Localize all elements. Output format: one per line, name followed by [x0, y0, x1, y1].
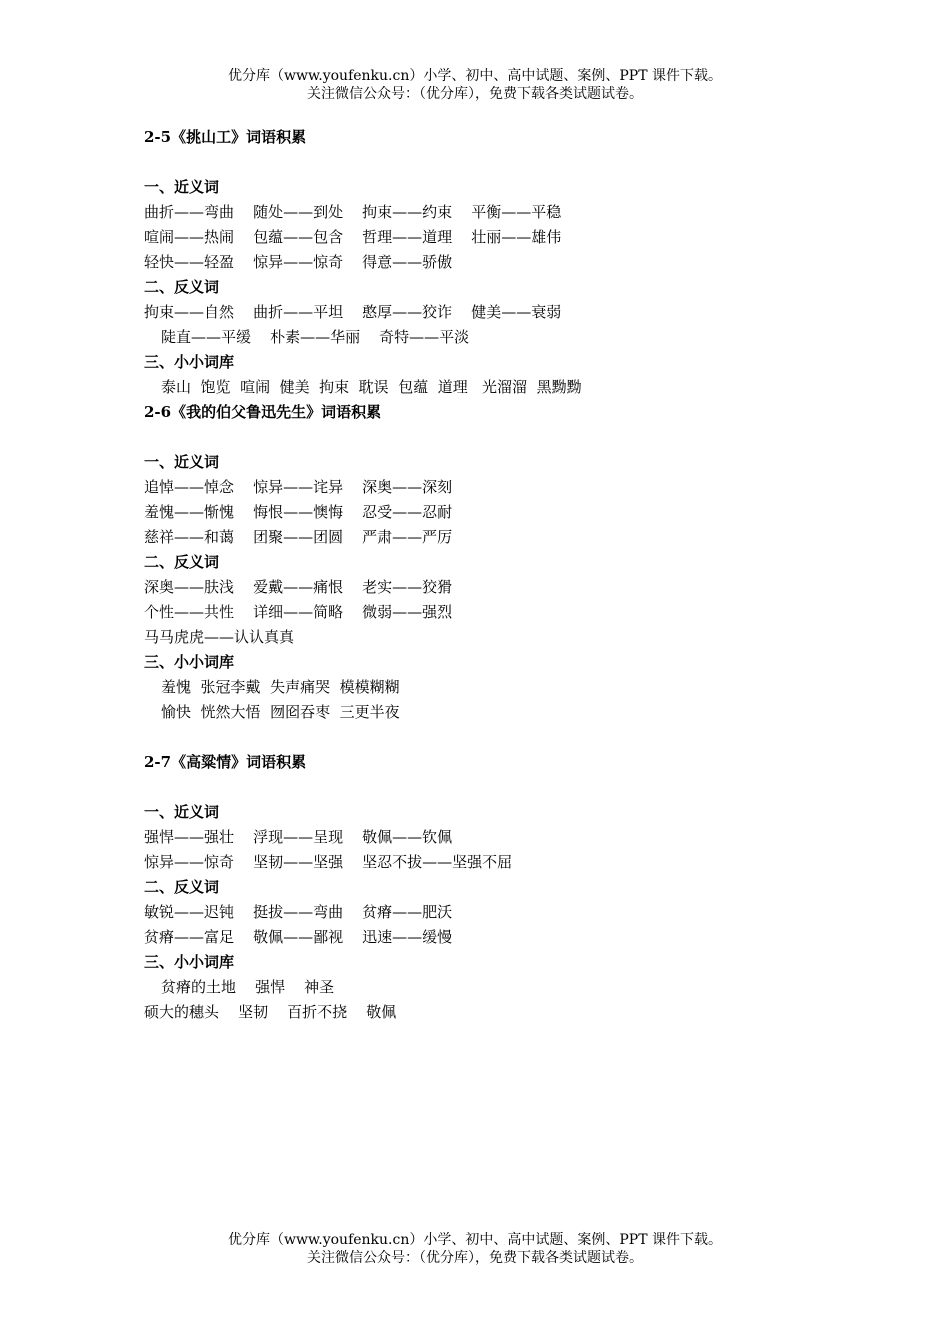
antonym-line: 敏锐——迟钝 挺拔——弯曲 贫瘠——肥沃	[144, 903, 453, 921]
synonym-line: 轻快——轻盈 惊异——惊奇 得意——骄傲	[144, 253, 453, 271]
antonyms-heading: 二、反义词	[144, 278, 220, 296]
synonym-line: 追悼——悼念 惊异——诧异 深奥——深刻	[144, 478, 453, 496]
spacer	[144, 425, 844, 450]
footer-line-2: 关注微信公众号：（优分库），免费下载各类试题试卷。	[307, 1250, 643, 1266]
footer-line-1: 优分库（www.youfenku.cn）小学、初中、高中试题、案例、PPT 课件下载。	[227, 1232, 722, 1248]
antonyms-heading: 二、反义词	[144, 878, 220, 896]
synonym-line: 曲折——弯曲 随处——到处 拘束——约束 平衡——平稳	[144, 203, 562, 221]
synonym-line: 强悍——强壮 浮现——呈现 敬佩——钦佩	[144, 828, 453, 846]
word-bank-heading: 三、小小词库	[144, 653, 235, 671]
spacer	[144, 725, 844, 750]
antonym-line: 马马虎虎——认认真真	[144, 628, 295, 646]
spacer	[144, 775, 844, 800]
word-bank-line: 硕大的穗头 坚韧 百折不挠 敬佩	[144, 1003, 397, 1021]
synonym-line: 惊异——惊奇 坚韧——坚强 坚忍不拔——坚强不屈	[144, 853, 513, 871]
header-line-1: 优分库（www.youfenku.cn）小学、初中、高中试题、案例、PPT 课件下载。	[227, 68, 722, 84]
page-footer	[0, 1231, 950, 1267]
word-bank-line: 泰山 饱览 喧闹 健美 拘束 耽误 包蕴 道理 光溜溜 黑黝黝	[161, 378, 582, 396]
antonym-line: 拘束——自然 曲折——平坦 憨厚——狡诈 健美——衰弱	[144, 303, 562, 321]
antonyms-heading: 二、反义词	[144, 553, 220, 571]
antonym-line: 贫瘠——富足 敬佩——鄙视 迅速——缓慢	[144, 928, 453, 946]
header-line-2: 关注微信公众号：（优分库），免费下载各类试题试卷。	[307, 86, 643, 102]
section-title: 2-5《挑山工》词语积累	[144, 128, 307, 146]
page-header	[0, 67, 950, 103]
antonym-line: 陡直——平缓 朴素——华丽 奇特——平淡	[161, 328, 470, 346]
word-bank-heading: 三、小小词库	[144, 353, 235, 371]
synonyms-heading: 一、近义词	[144, 453, 220, 471]
section-title: 2-7《高粱情》词语积累	[144, 753, 307, 771]
section-title: 2-6《我的伯父鲁迅先生》词语积累	[144, 403, 382, 421]
synonym-line: 羞愧——惭愧 悔恨——懊悔 忍受——忍耐	[144, 503, 453, 521]
word-bank-line: 贫瘠的土地 强悍 神圣	[161, 978, 335, 996]
word-bank-heading: 三、小小词库	[144, 953, 235, 971]
synonym-line: 喧闹——热闹 包蕴——包含 哲理——道理 壮丽——雄伟	[144, 228, 562, 246]
antonym-line: 个性——共性 详细——简略 微弱——强烈	[144, 603, 453, 621]
word-bank-line: 愉快 恍然大悟 囫囵吞枣 三更半夜	[161, 703, 400, 721]
synonyms-heading: 一、近义词	[144, 178, 220, 196]
antonym-line: 深奥——肤浅 爱戴——痛恨 老实——狡猾	[144, 578, 453, 596]
document-body	[144, 125, 844, 1025]
word-bank-line: 羞愧 张冠李戴 失声痛哭 模模糊糊	[161, 678, 400, 696]
synonym-line: 慈祥——和蔼 团聚——团圆 严肃——严厉	[144, 528, 453, 546]
spacer	[144, 150, 844, 175]
synonyms-heading: 一、近义词	[144, 803, 220, 821]
